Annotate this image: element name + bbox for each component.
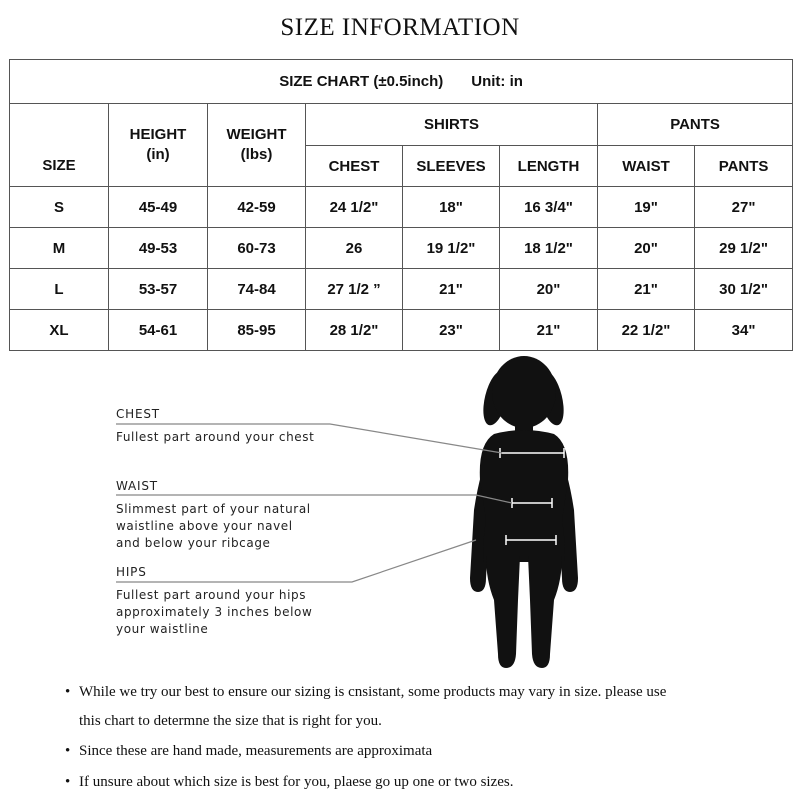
chest-description: Fullest part around your chest	[116, 430, 315, 444]
table-row	[10, 269, 793, 310]
cell-waist: 19"	[598, 187, 695, 228]
note-text: Since these are hand made, measurements are approximata	[79, 743, 433, 759]
cell-height: 53-57	[109, 269, 208, 310]
waist-header: WAIST	[598, 146, 695, 187]
waist-description-line: and below your ribcage	[116, 536, 271, 550]
waist-description-line: waistline above your navel	[116, 519, 293, 533]
guide-lines	[116, 424, 512, 582]
cell-pants: 27"	[695, 187, 793, 228]
table-row	[10, 310, 793, 351]
cell-length: 21"	[500, 310, 598, 351]
caption-row	[10, 60, 793, 104]
cell-chest: 28 1/2"	[306, 310, 403, 351]
cell-pants: 30 1/2"	[695, 269, 793, 310]
bullet: •	[65, 684, 71, 700]
size-header: SIZE	[10, 146, 109, 187]
cell-pants: 34"	[695, 310, 793, 351]
cell-length: 16 3/4"	[500, 187, 598, 228]
hips-description-line: your waistline	[116, 622, 209, 636]
page-title: SIZE INFORMATION	[280, 14, 520, 41]
bullet: •	[65, 774, 71, 790]
cell-chest: 24 1/2"	[306, 187, 403, 228]
waist-label: WAIST	[116, 479, 158, 493]
cell-size: M	[10, 228, 109, 269]
caption-unit: Unit: in	[471, 73, 523, 90]
chest-header: CHEST	[306, 146, 403, 187]
caption-tolerance: SIZE CHART (±0.5inch)	[279, 73, 444, 90]
cell-length: 20"	[500, 269, 598, 310]
child-silhouette	[470, 356, 578, 668]
table-caption	[10, 60, 793, 104]
blank-cell	[10, 104, 109, 146]
cell-weight: 85-95	[208, 310, 306, 351]
cell-waist: 20"	[598, 228, 695, 269]
cell-weight: 74-84	[208, 269, 306, 310]
cell-weight: 42-59	[208, 187, 306, 228]
waist-description-line: Slimmest part of your natural	[116, 502, 311, 516]
cell-size: XL	[10, 310, 109, 351]
table-row	[10, 187, 793, 228]
weight-header: WEIGHT (lbs)	[208, 104, 306, 187]
cell-size: S	[10, 187, 109, 228]
height-header: HEIGHT (in)	[109, 104, 208, 187]
cell-size: L	[10, 269, 109, 310]
notes-list	[65, 678, 666, 797]
pants-length-header: PANTS	[695, 146, 793, 187]
shirts-group-header: SHIRTS	[306, 104, 598, 146]
cell-length: 18 1/2"	[500, 228, 598, 269]
table-row	[10, 228, 793, 269]
hips-description-line: approximately 3 inches below	[116, 605, 313, 619]
note-text: this chart to determne the size that is right for you.	[79, 713, 382, 729]
cell-chest: 27 1/2 ”	[306, 269, 403, 310]
pants-group-header: PANTS	[598, 104, 793, 146]
cell-sleeves: 23"	[403, 310, 500, 351]
cell-height: 45-49	[109, 187, 208, 228]
cell-weight: 60-73	[208, 228, 306, 269]
hips-label: HIPS	[116, 565, 147, 579]
cell-waist: 21"	[598, 269, 695, 310]
cell-sleeves: 19 1/2"	[403, 228, 500, 269]
group-header-row	[10, 104, 793, 146]
size-chart-table	[9, 59, 793, 351]
note-item	[65, 678, 666, 736]
cell-height: 49-53	[109, 228, 208, 269]
note-item	[65, 737, 666, 766]
note-text: If unsure about which size is best for you, plaese go up one or two sizes.	[79, 774, 514, 790]
child-silhouette-illustration	[0, 350, 800, 680]
chest-label: CHEST	[116, 407, 160, 421]
cell-waist: 22 1/2"	[598, 310, 695, 351]
note-text: While we try our best to ensure our sizing is cnsistant, some products may vary in size. please use	[79, 684, 667, 700]
note-item	[65, 768, 666, 797]
cell-chest: 26	[306, 228, 403, 269]
cell-height: 54-61	[109, 310, 208, 351]
bullet: •	[65, 743, 71, 759]
hips-description-line: Fullest part around your hips	[116, 588, 307, 602]
cell-pants: 29 1/2"	[695, 228, 793, 269]
length-header: LENGTH	[500, 146, 598, 187]
sleeves-header: SLEEVES	[403, 146, 500, 187]
cell-sleeves: 18"	[403, 187, 500, 228]
cell-sleeves: 21"	[403, 269, 500, 310]
